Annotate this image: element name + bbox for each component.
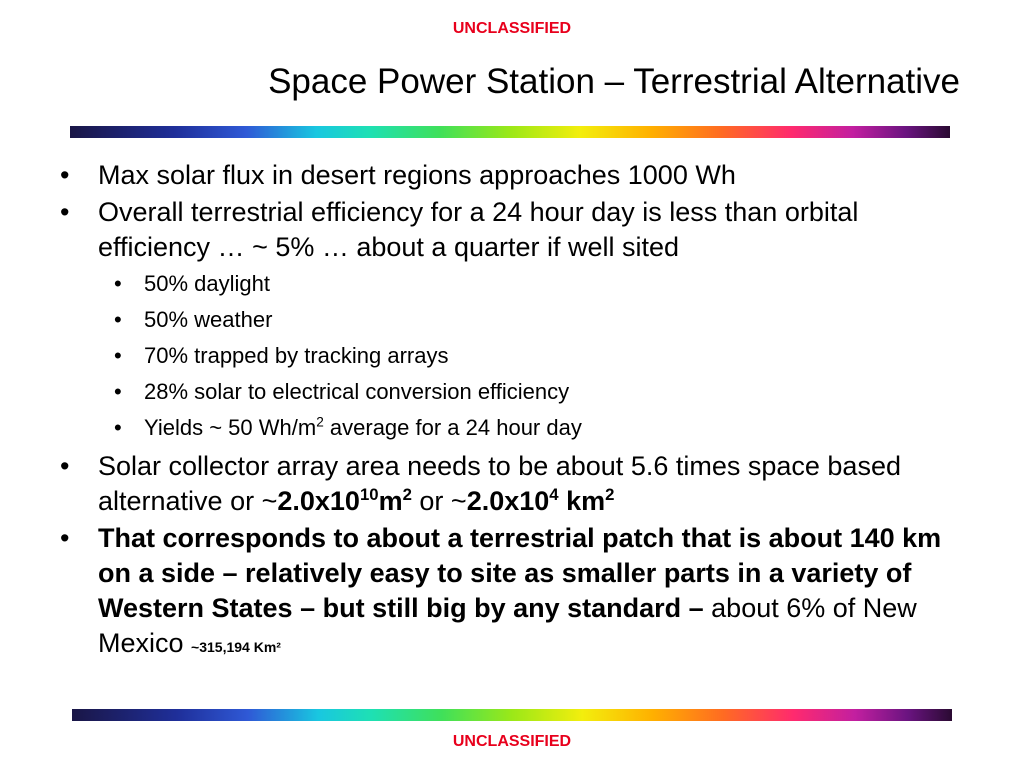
sub-bullet-dot: • [114, 415, 122, 440]
sub-bullet-yields [60, 413, 970, 443]
patch-bold-text: That corresponds to about a terrestrial patch that is about 140 km on a side – relatively easy to site as smaller parts in a variety of Western States – but still big by any standard – [98, 523, 942, 623]
yields-tail: average for a 24 hour day [323, 415, 582, 440]
slide-title: Space Power Station – Terrestrial Alternative [268, 62, 960, 101]
sub-bullet-text: 50% daylight [144, 271, 270, 296]
bullet-text: Overall terrestrial efficiency for a 24 hour day is less than orbital efficiency … ~ 5% … about a quarter if well sited [98, 197, 859, 262]
footer-divider [72, 709, 952, 721]
bullet-solar-flux [60, 158, 970, 193]
bullet-terrestrial-patch [60, 521, 970, 665]
title-divider [70, 126, 950, 138]
area-m2-unit: m [378, 486, 403, 516]
bullet-dot: • [60, 197, 70, 227]
sub-bullet-text: 70% trapped by tracking arrays [144, 343, 449, 368]
sub-bullet-dot: • [114, 307, 122, 332]
sub-bullet-text: 50% weather [144, 307, 273, 332]
bullet-list [60, 158, 970, 667]
area-m2-mantissa: 2.0x10 [277, 486, 360, 516]
sub-bullet-weather [60, 305, 970, 335]
area-km2-exponent: 4 [549, 485, 559, 504]
sub-bullet-tracking [60, 341, 970, 371]
array-area-text: Solar collector array area needs to be about 5.6 times space based alternative or ~ [98, 451, 901, 516]
sub-bullet-text [144, 415, 582, 440]
classification-footer: UNCLASSIFIED [452, 733, 572, 750]
bullet-dot: • [60, 451, 70, 481]
sub-bullet-conversion [60, 377, 970, 407]
area-m2-exponent: 10 [359, 485, 379, 504]
area-value-m2 [277, 486, 412, 516]
sub-bullet-daylight [60, 269, 970, 299]
new-mexico-area: ~315,194 Km² [191, 639, 281, 655]
bullet-efficiency [60, 195, 970, 265]
sub-bullet-dot: • [114, 343, 122, 368]
patch-normal-text: about 6% of New Mexico [98, 593, 917, 658]
yields-text: Yields ~ 50 Wh/m [144, 415, 317, 440]
sub-bullet-text: 28% solar to electrical conversion efficiency [144, 379, 570, 404]
sub-bullet-dot: • [114, 379, 122, 404]
area-km2-unit: km [558, 486, 606, 516]
area-km2-mantissa: 2.0x10 [466, 486, 550, 516]
area-m2-unit-exponent: 2 [402, 485, 412, 504]
classification-header: UNCLASSIFIED [452, 20, 572, 37]
bullet-text [98, 451, 901, 516]
sub-bullet-dot: • [114, 271, 122, 296]
bullet-dot: • [60, 523, 70, 553]
yields-superscript: 2 [316, 414, 324, 430]
bullet-text [98, 523, 941, 658]
bullet-array-area [60, 449, 970, 519]
area-value-km2 [467, 486, 615, 516]
array-area-or: or ~ [411, 486, 467, 516]
bullet-dot: • [60, 160, 70, 190]
area-km2-unit-exponent: 2 [605, 485, 615, 504]
bullet-text: Max solar flux in desert regions approaches 1000 Wh [98, 160, 736, 190]
